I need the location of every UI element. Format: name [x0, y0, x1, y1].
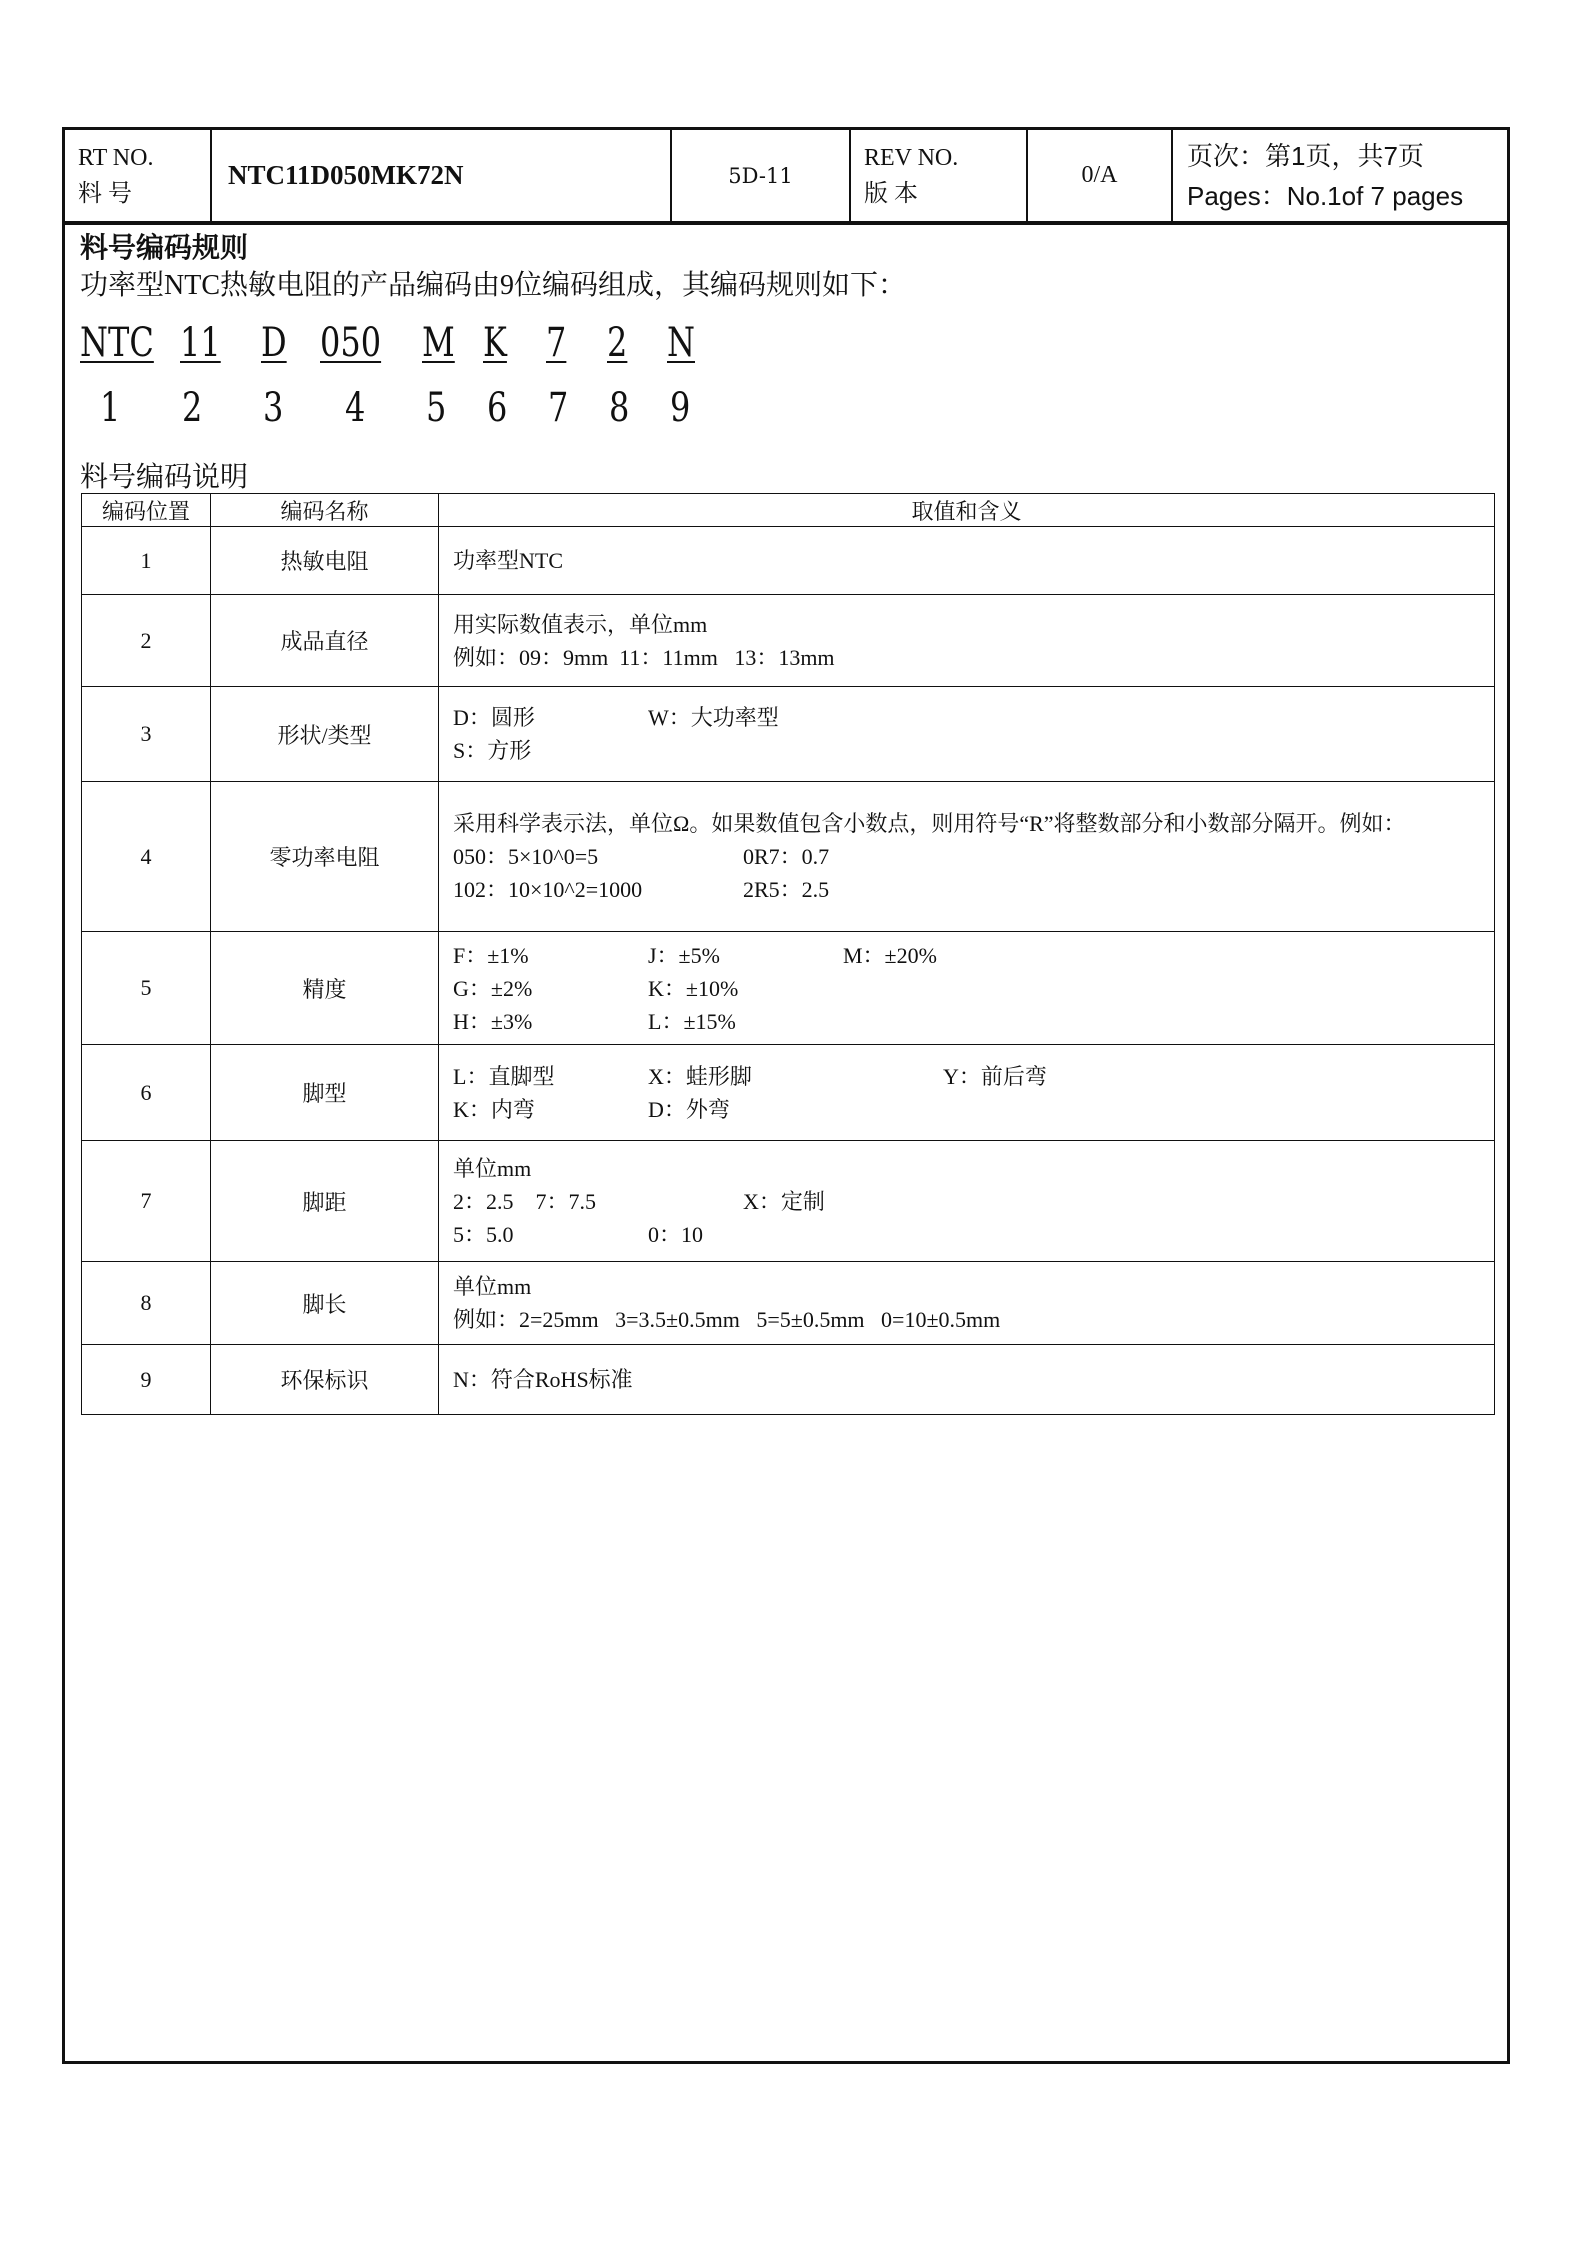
code-segment: 050 [320, 320, 382, 366]
code-position: 5 [426, 385, 447, 431]
section-title: 料号编码规则 [80, 233, 249, 264]
code-position: 2 [182, 385, 203, 431]
part-number: NTC11D050MK72N [228, 160, 464, 190]
document-frame [62, 127, 1510, 2064]
row-name: 形状/类型 [211, 687, 439, 782]
code-segment: N [667, 320, 695, 366]
desc-text: 102：10×10^2=1000 [453, 877, 643, 902]
desc-text: Y：前后弯 [943, 1063, 1047, 1089]
row-description [439, 782, 1495, 932]
rev-value-cell [1028, 130, 1173, 221]
code-segment: NTC [80, 320, 154, 366]
row-position: 6 [82, 1045, 211, 1141]
rev-label-en: REV NO. [864, 144, 959, 171]
row-description [439, 1045, 1495, 1141]
desc-text: 单位mm [453, 1274, 532, 1299]
desc-text: N：符合RoHS标准 [453, 1367, 633, 1392]
desc-text: M：±20% [843, 942, 937, 968]
spec-code: 5D-11 [728, 163, 793, 188]
desc-text: 用实际数值表示，单位mm [453, 611, 708, 637]
desc-text: L：直脚型 [453, 1063, 555, 1089]
table-row [82, 687, 1495, 782]
rev-label-cn: 版 本 [864, 180, 918, 207]
rt-label-cn: 料 号 [78, 180, 132, 207]
code-segment: K [483, 320, 507, 366]
desc-text: 例如：09：9mm 11：11mm 13：13mm [453, 644, 835, 670]
desc-text: 0：10 [648, 1221, 704, 1247]
code-segment: D [261, 320, 287, 366]
code-positions-row [65, 385, 1507, 435]
row-name: 精度 [211, 932, 439, 1045]
code-segment: M [422, 320, 455, 366]
desc-text: 2：2.5 7：7.5 [453, 1188, 597, 1214]
row-position: 5 [82, 932, 211, 1045]
row-position: 7 [82, 1141, 211, 1262]
row-name: 脚长 [211, 1262, 439, 1345]
page-info-cn: 页次：第1页，共7页 [1187, 140, 1424, 171]
table-row [82, 595, 1495, 687]
code-position: 3 [263, 385, 284, 431]
desc-text: F：±1% [453, 942, 529, 968]
table-header-row [82, 494, 1495, 527]
table-row [82, 932, 1495, 1045]
row-description [439, 932, 1495, 1045]
row-name: 环保标识 [211, 1345, 439, 1415]
row-name: 热敏电阻 [211, 527, 439, 595]
table-row [82, 1262, 1495, 1345]
desc-text: K：内弯 [453, 1096, 535, 1122]
code-position: 7 [548, 385, 569, 431]
row-name: 成品直径 [211, 595, 439, 687]
rev-label-cell [851, 130, 1028, 221]
row-description [439, 595, 1495, 687]
code-position: 4 [345, 385, 366, 431]
column-header: 编码名称 [211, 494, 439, 527]
code-position: 8 [609, 385, 630, 431]
rt-label-en: RT NO. [78, 144, 154, 171]
row-position: 2 [82, 595, 211, 687]
header-table [65, 130, 1507, 225]
spec-code-cell [672, 130, 851, 221]
row-description [439, 1345, 1495, 1415]
code-position: 9 [670, 385, 691, 431]
part-number-cell [212, 130, 672, 221]
desc-text: W：大功率型 [648, 705, 779, 730]
code-position: 1 [100, 385, 121, 431]
desc-text: S：方形 [453, 738, 532, 763]
desc-text: H：±3% [453, 1008, 533, 1034]
row-position: 4 [82, 782, 211, 932]
desc-text: X：蛙形脚 [648, 1063, 752, 1089]
row-name: 脚型 [211, 1045, 439, 1141]
table-row [82, 1045, 1495, 1141]
code-segment: 11 [180, 320, 221, 366]
rt-label-cell [65, 130, 212, 221]
row-name: 脚距 [211, 1141, 439, 1262]
desc-text: D：外弯 [648, 1096, 730, 1122]
page-info-en: Pages：No.1of 7 pages [1187, 180, 1464, 211]
code-segments-row [65, 320, 1507, 370]
code-segment: 2 [607, 320, 628, 366]
row-description [439, 687, 1495, 782]
row-position: 9 [82, 1345, 211, 1415]
desc-text: D：圆形 [453, 705, 535, 730]
table-row [82, 1345, 1495, 1415]
row-position: 1 [82, 527, 211, 595]
desc-text: 采用科学表示法，单位Ω。如果数值包含小数点，则用符号“R”将整数部分和小数部分隔开。例如： [453, 811, 1406, 836]
row-description [439, 1141, 1495, 1262]
desc-text: J：±5% [648, 942, 720, 968]
table-row [82, 782, 1495, 932]
desc-text: X：定制 [743, 1188, 825, 1214]
page-info-cell [1173, 130, 1507, 221]
column-header: 编码位置 [82, 494, 211, 527]
code-position: 6 [487, 385, 508, 431]
row-name: 零功率电阻 [211, 782, 439, 932]
desc-text: 050：5×10^0=5 [453, 844, 599, 869]
row-position: 3 [82, 687, 211, 782]
rev-value: 0/A [1081, 162, 1118, 188]
row-description [439, 527, 1495, 595]
code-description-table [81, 493, 1495, 1415]
code-segment: 7 [546, 320, 567, 366]
table-row [82, 1141, 1495, 1262]
desc-text: 例如：2=25mm 3=3.5±0.5mm 5=5±0.5mm 0=10±0.5mm [453, 1307, 1001, 1332]
row-description [439, 1262, 1495, 1345]
column-header: 取值和含义 [439, 494, 1495, 527]
desc-text: K：±10% [648, 975, 739, 1001]
table-row [82, 527, 1495, 595]
intro-text: 功率型NTC热敏电阻的产品编码由9位编码组成，其编码规则如下： [80, 270, 907, 301]
desc-text: 单位mm [453, 1155, 532, 1181]
desc-text: 2R5：2.5 [743, 877, 830, 902]
desc-text: 0R7：0.7 [743, 844, 830, 869]
desc-text: L：±15% [648, 1008, 736, 1034]
table-subtitle: 料号编码说明 [80, 462, 249, 493]
desc-text: 5：5.0 [453, 1221, 514, 1247]
desc-text: G：±2% [453, 975, 533, 1001]
desc-text: 功率型NTC [453, 548, 564, 573]
row-position: 8 [82, 1262, 211, 1345]
